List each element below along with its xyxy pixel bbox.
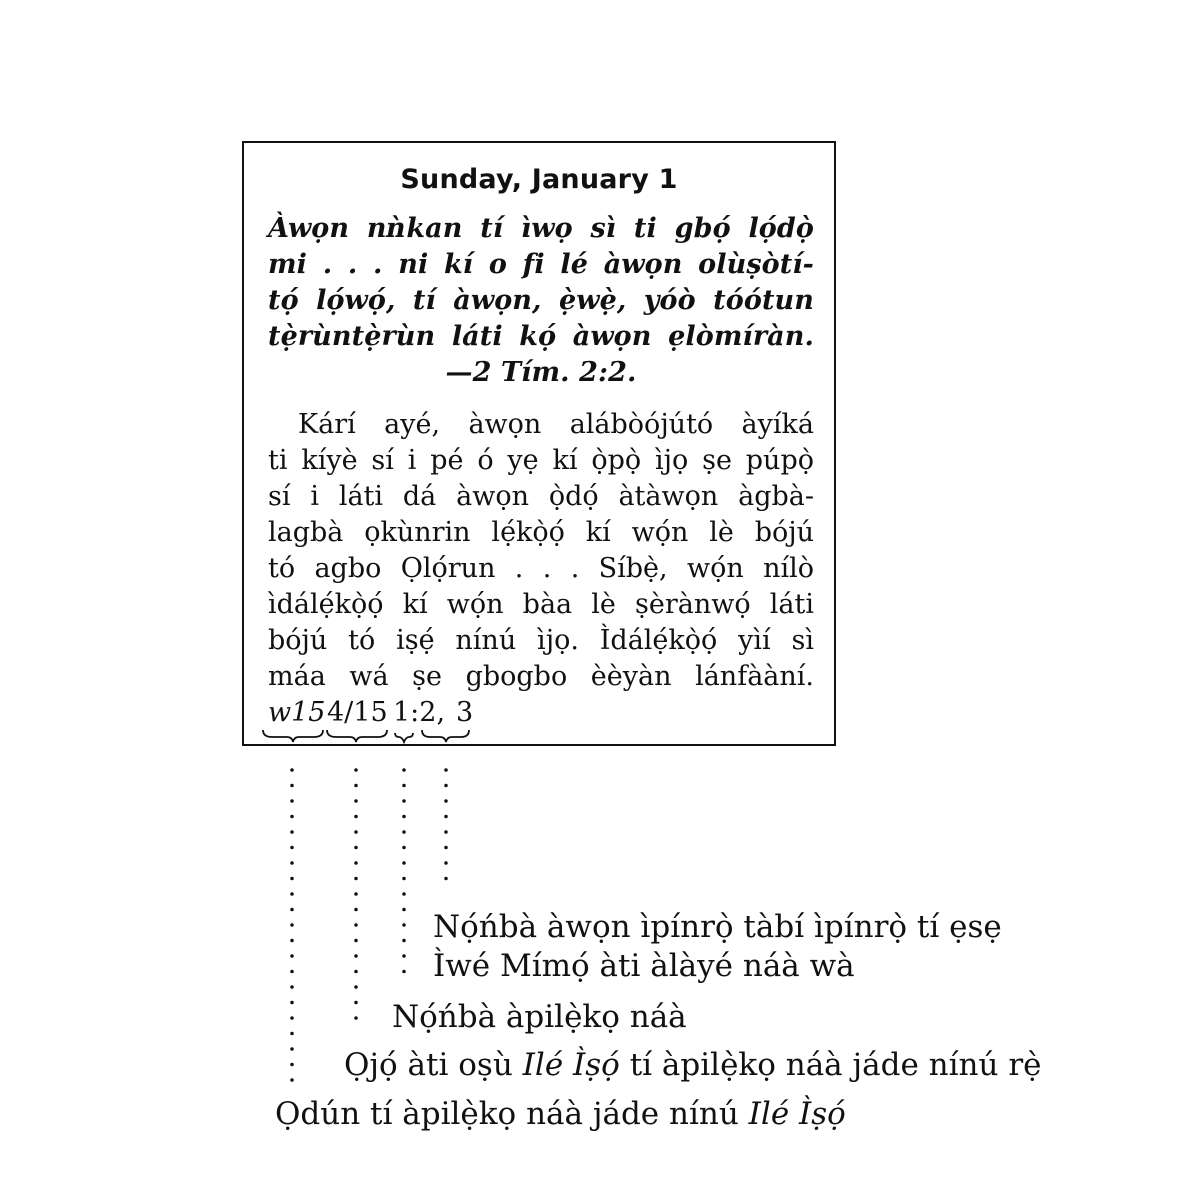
brace-article xyxy=(395,733,413,742)
body-line: ti kíyè sí i pé ó yẹ kí ọ̀pọ̀ ìjọ ṣe púpọ̀ xyxy=(268,445,814,476)
theme-scripture-line: mi . . . ni kí o fi lé àwọn olùṣòtí- xyxy=(268,249,814,280)
label-date: Ọjọ́ àti oṣù Ilé Ìṣọ́ tí àpilẹ̀kọ náà jáde nínú rẹ̀ xyxy=(344,1047,1042,1083)
body-line: Kárí ayé, àwọn alábòójútó àyíká xyxy=(298,409,814,440)
scripture-citation: —2 Tím. 2:2. xyxy=(445,357,637,388)
label-year: Ọdún tí àpilẹ̀kọ náà jáde nínú Ilé Ìṣọ́ xyxy=(275,1096,846,1132)
label-article-number: Nọ́ńbà àpilẹ̀kọ náà xyxy=(392,999,687,1035)
reference-article: 1:2, xyxy=(393,697,446,728)
date-heading: Sunday, January 1 xyxy=(400,164,678,195)
brace-publication xyxy=(263,730,323,742)
theme-scripture-line: tẹ̀rùntẹ̀rùn láti kọ́ àwọn ẹlòmíràn. xyxy=(268,321,814,352)
label-paragraphs-line2: Ìwé Mímọ́ àti àlàyé náà wà xyxy=(433,948,855,984)
body-line: tó agbo Ọlọ́run . . . Síbẹ̀, wọ́n nílò xyxy=(268,553,814,584)
reference-date: 4/15 xyxy=(327,697,388,728)
brace-paragraphs xyxy=(422,730,469,742)
reference-paragraphs: 3 xyxy=(456,697,474,728)
label-paragraphs-line1: Nọ́ńbà àwọn ìpínrọ̀ tàbí ìpínrọ̀ tí ẹsẹ xyxy=(433,909,1002,945)
body-line: sí i láti dá àwọn ọ̀dọ́ àtàwọn àgbà- xyxy=(268,481,814,512)
brace-date xyxy=(327,730,387,742)
body-line: máa wá ṣe gbogbo èèyàn lánfààní. xyxy=(268,661,814,692)
body-line: lagbà ọkùnrin lẹ́kọ̀ọ́ kí wọ́n lè bójú xyxy=(268,517,814,548)
body-line: bójú tó iṣẹ́ nínú ìjọ. Ìdálẹ́kọ̀ọ́ yìí sì xyxy=(268,625,814,656)
theme-scripture-line: Àwọn nǹkan tí ìwọ sì ti gbọ́ lọ́dọ̀ xyxy=(268,213,814,244)
reference-publication: w15 xyxy=(268,697,326,728)
theme-scripture-line: tọ́ lọ́wọ́, tí àwọn, ẹ̀wẹ̀, yóò tóótun xyxy=(268,285,814,316)
body-line: ìdálẹ́kọ̀ọ́ kí wọ́n bàa lè ṣèrànwọ́ láti xyxy=(268,589,814,620)
